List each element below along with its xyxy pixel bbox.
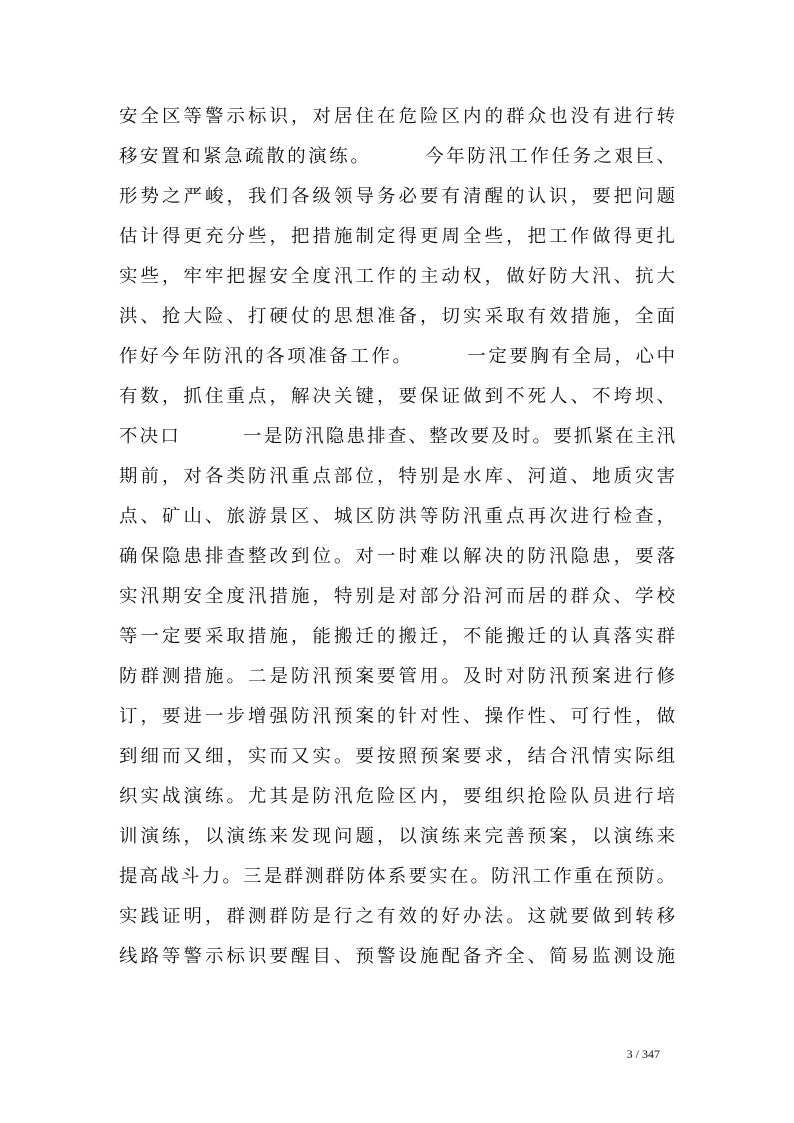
text-line: 等一定要采取措施，能搬迁的搬迁，不能搬迁的认真落实群	[119, 626, 675, 647]
text-line: 到细而又细，实而又实。要按照预案要求，结合汛情实际组	[119, 746, 675, 767]
text-line: 织实战演练。尤其是防汛危险区内，要组织抢险队员进行培	[119, 786, 675, 807]
page-number: 3 / 347	[626, 1047, 660, 1061]
text-line: 训演练，以演练来发现问题，以演练来完善预案，以演练来	[119, 826, 675, 847]
text-line: 确保隐患排查整改到位。对一时难以解决的防汛隐患，要落	[119, 546, 675, 567]
text-line: 移安置和紧急疏散的演练。 今年防汛工作任务之艰巨、	[119, 146, 675, 167]
text-line: 作好今年防汛的各项准备工作。 一定要胸有全局，心中	[119, 346, 675, 367]
text-line: 洪、抢大险、打硬仗的思想准备，切实采取有效措施，全面	[119, 306, 675, 327]
text-line: 期前，对各类防汛重点部位，特别是水库、河道、地质灾害	[119, 466, 675, 487]
body-text	[119, 97, 675, 977]
text-line: 防群测措施。二是防汛预案要管用。及时对防汛预案进行修	[119, 666, 675, 687]
text-line: 提高战斗力。三是群测群防体系要实在。防汛工作重在预防。	[119, 866, 675, 887]
text-line: 线路等警示标识要醒目、预警设施配备齐全、简易监测设施	[119, 946, 675, 967]
text-line: 实汛期安全度汛措施，特别是对部分沿河而居的群众、学校	[119, 586, 675, 607]
text-line: 安全区等警示标识，对居住在危险区内的群众也没有进行转	[119, 106, 675, 127]
text-line: 实些，牢牢把握安全度汛工作的主动权，做好防大汛、抗大	[119, 266, 675, 287]
text-line: 有数，抓住重点，解决关键，要保证做到不死人、不垮坝、	[119, 386, 675, 407]
text-line: 形势之严峻，我们各级领导务必要有清醒的认识，要把问题	[119, 186, 675, 207]
text-line: 点、矿山、旅游景区、城区防洪等防汛重点再次进行检查，	[119, 506, 675, 527]
text-line: 实践证明，群测群防是行之有效的好办法。这就要做到转移	[119, 906, 675, 927]
text-line: 估计得更充分些，把措施制定得更周全些，把工作做得更扎	[119, 226, 675, 247]
text-line: 订，要进一步增强防汛预案的针对性、操作性、可行性，做	[119, 706, 675, 727]
text-line: 不决口 一是防汛隐患排查、整改要及时。要抓紧在主汛	[119, 426, 675, 447]
